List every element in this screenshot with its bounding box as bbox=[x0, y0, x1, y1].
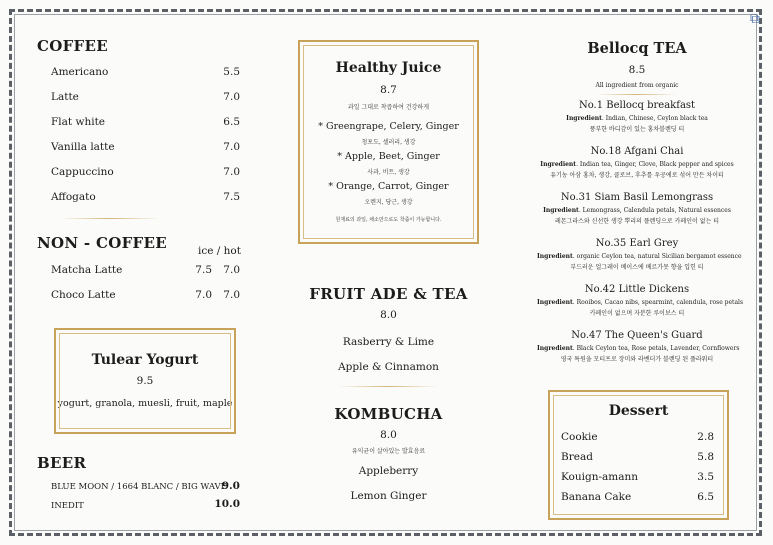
fruit-ade-item: Apple & Cinnamon bbox=[338, 361, 439, 373]
ingredient-label: Ingredient bbox=[537, 253, 573, 260]
tea-item-name: No.31 Siam Basil Lemongrass bbox=[560, 192, 714, 203]
tea-price: 8.5 bbox=[628, 64, 646, 76]
divider bbox=[597, 94, 677, 95]
beer-item-price: 10.0 bbox=[214, 498, 240, 510]
tea-item-ingredient bbox=[537, 345, 740, 352]
beer-item-name: BLUE MOON / 1664 BLANC / BIG WAVE bbox=[51, 482, 227, 492]
coffee-item-price: 7.0 bbox=[223, 91, 240, 103]
coffee-item-price: 6.5 bbox=[223, 116, 240, 128]
ingredient-text: . Indian tea, Ginger, Clove, Black pepper and spices bbox=[576, 161, 734, 168]
dessert-item-price: 6.5 bbox=[697, 491, 714, 503]
coffee-item-name: Vanilla latte bbox=[51, 141, 115, 153]
ingredient-label: Ingredient bbox=[537, 345, 573, 352]
tea-item-kr: 레몬그라스와 신선한 생강 뿌리의 플렌딩으로 카페인이 없는 티 bbox=[554, 218, 720, 225]
ingredient-text: . Rooibos, Cacao nibs, spearmint, calendula, rose petals bbox=[572, 299, 744, 306]
tea-title: Bellocq TEA bbox=[587, 40, 687, 57]
yogurt-price: 9.5 bbox=[136, 375, 154, 387]
dessert-item-price: 2.8 bbox=[697, 431, 714, 443]
beer-title: BEER bbox=[37, 454, 87, 472]
tea-item-kr: 부드러운 얼그레이 베이스에 베르가못 향을 입힌 티 bbox=[570, 264, 704, 271]
juice-price: 8.7 bbox=[380, 84, 397, 96]
coffee-title: COFFEE bbox=[37, 37, 108, 55]
coffee-item-price: 7.0 bbox=[223, 166, 240, 178]
ingredient-label: Ingredient bbox=[537, 299, 573, 306]
tea-item-kr: 유기농 아삼 홍차, 생강, 클로브, 후추를 우공에로 섞어 만든 차이티 bbox=[550, 172, 724, 179]
dessert-title: Dessert bbox=[608, 403, 669, 419]
ice-price: 7.0 bbox=[195, 289, 212, 301]
coffee-item-name: Latte bbox=[51, 91, 79, 103]
dessert-item-price: 5.8 bbox=[697, 451, 714, 463]
ice-price: 7.5 bbox=[195, 264, 212, 276]
coffee-item-name: Flat white bbox=[51, 116, 106, 128]
non-coffee-item-name: Choco Latte bbox=[51, 289, 116, 301]
juice-item-name: * Apple, Beet, Ginger bbox=[337, 151, 440, 162]
tea-item-name: No.1 Bellocq breakfast bbox=[578, 100, 696, 111]
coffee-item-price: 5.5 bbox=[223, 66, 240, 78]
beer-item-price: 9.0 bbox=[221, 480, 240, 492]
ingredient-label: Ingredient bbox=[540, 161, 577, 168]
tea-item-name: No.42 Little Dickens bbox=[584, 284, 690, 295]
dessert-item-name: Kouign-amann bbox=[561, 471, 639, 483]
ingredient-text: . Indian, Chinese, Ceylon black tea bbox=[601, 115, 708, 122]
juice-box bbox=[298, 40, 479, 244]
divider bbox=[60, 218, 160, 219]
hot-price: 7.0 bbox=[223, 264, 240, 276]
juice-note: 원재료의 과일, 채소만으로도 착즙이 가능합니다. bbox=[335, 217, 442, 223]
kombucha-item: Appleberry bbox=[358, 465, 419, 477]
juice-item-name: * Orange, Carrot, Ginger bbox=[328, 181, 449, 192]
kombucha-subtitle: 유익균이 살아있는 발효음료 bbox=[351, 448, 426, 455]
coffee-item-name: Cappuccino bbox=[51, 166, 114, 178]
dessert-item-name: Bread bbox=[561, 451, 593, 463]
juice-item-kr: 오렌지, 당근, 생강 bbox=[364, 199, 413, 206]
tea-item-kr: 카페인이 없으며 자분한 루이보스 티 bbox=[589, 310, 685, 317]
tea-item-kr: 영국 특원을 모티프로 장미와 라벤더가 블렌딩 된 플라워티 bbox=[560, 356, 714, 363]
tea-item-ingredient bbox=[537, 115, 737, 122]
kombucha-title: KOMBUCHA bbox=[334, 405, 443, 423]
ice-hot-header: ice / hot bbox=[198, 245, 241, 257]
fruit-ade-title: FRUIT ADE & TEA bbox=[309, 285, 468, 303]
dessert-item-name: Banana Cake bbox=[561, 491, 632, 503]
tea-item-ingredient bbox=[537, 299, 744, 306]
tea-item-name: No.35 Earl Grey bbox=[595, 238, 679, 249]
divider bbox=[338, 386, 438, 387]
juice-item-kr: 사과, 비트, 생강 bbox=[367, 169, 410, 176]
kombucha-price: 8.0 bbox=[380, 429, 397, 441]
juice-item-kr: 청포도, 셀러리, 생강 bbox=[361, 139, 416, 146]
fruit-ade-price: 8.0 bbox=[380, 309, 397, 321]
tea-subtitle: All ingredient from organic bbox=[595, 82, 679, 89]
tea-item-name: No.18 Afgani Chai bbox=[590, 146, 684, 157]
dessert-item-name: Cookie bbox=[561, 431, 598, 443]
juice-item-name: * Greengrape, Celery, Ginger bbox=[318, 121, 459, 132]
ingredient-text: . Black Ceylon tea, Rose petals, Lavender, Cornflowers bbox=[572, 345, 740, 352]
coffee-item-price: 7.0 bbox=[223, 141, 240, 153]
coffee-item-name: Affogato bbox=[51, 191, 96, 203]
kombucha-item: Lemon Ginger bbox=[350, 490, 427, 502]
ingredient-text: . organic Ceylon tea, natural Sicilian bergamot essence bbox=[572, 253, 742, 260]
tea-item-ingredient bbox=[537, 161, 737, 168]
yogurt-desc: yogurt, granola, muesli, fruit, maple bbox=[57, 398, 233, 409]
tea-item-ingredient bbox=[537, 253, 742, 260]
ingredient-label: Ingredient bbox=[543, 207, 579, 214]
ingredient-text: . Lemongrass, Calendula petals, Natural essences bbox=[578, 207, 731, 214]
scan-text-icon[interactable]: ⧉ bbox=[750, 11, 760, 27]
yogurt-box bbox=[54, 328, 236, 434]
tea-item-name: No.47 The Queen's Guard bbox=[571, 330, 703, 341]
dessert-item-price: 3.5 bbox=[697, 471, 714, 483]
tea-item-ingredient bbox=[537, 207, 737, 214]
non-coffee-item-name: Matcha Latte bbox=[51, 264, 123, 276]
beer-item-name: INEDIT bbox=[51, 501, 84, 511]
coffee-item-name: Americano bbox=[51, 66, 109, 78]
fruit-ade-item: Rasberry & Lime bbox=[342, 336, 435, 348]
ingredient-label: Ingredient bbox=[566, 115, 602, 122]
juice-subtitle: 과일 그대로 착즙하여 건강하게 bbox=[347, 104, 430, 111]
hot-price: 7.0 bbox=[223, 289, 240, 301]
non-coffee-title: NON - COFFEE bbox=[37, 234, 167, 252]
coffee-item-price: 7.5 bbox=[223, 191, 240, 203]
tea-item-kr: 풍부한 바디감이 있는 홍차블렌딩 티 bbox=[589, 126, 685, 133]
dessert-box bbox=[548, 390, 729, 520]
juice-title: Healthy Juice bbox=[335, 60, 442, 76]
yogurt-title: Tulear Yogurt bbox=[91, 352, 199, 368]
